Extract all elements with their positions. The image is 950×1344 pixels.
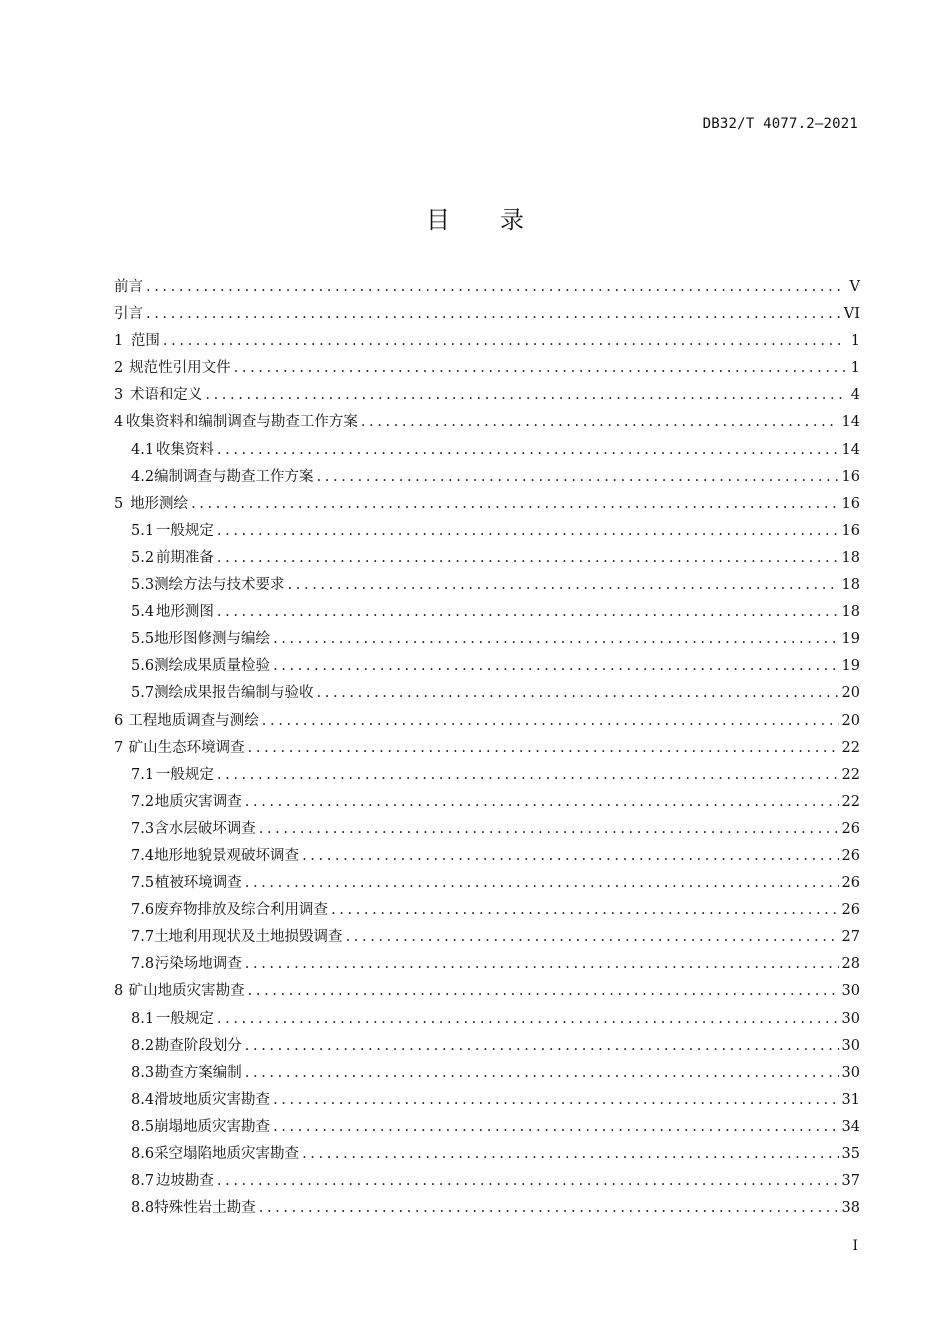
toc-entry[interactable] [114,708,860,735]
toc-entry[interactable] [114,1114,860,1141]
toc-entry-page: 1 [850,360,860,377]
toc-entry-page: 4 [850,387,860,404]
toc-entry-page: 1 [850,333,860,350]
dot-leader [245,1033,839,1060]
toc-entry[interactable] [114,464,860,491]
toc-entry-page: VI [843,306,860,323]
toc-entry-page: 14 [841,414,860,431]
toc-entry-page: 26 [841,875,860,892]
toc-entry-page: 30 [841,1010,860,1027]
dot-leader [217,545,839,572]
toc-entry-number: 5.2 [131,549,155,566]
toc-entry[interactable] [114,653,860,680]
dot-leader [346,924,839,951]
toc-entry-number: 4.2 [131,468,155,485]
toc-entry-page: 30 [841,1064,860,1081]
dot-leader [259,1195,839,1222]
toc-entry-page: 30 [841,983,860,1000]
toc-entry-label: 收集资料 [155,441,214,458]
toc-entry[interactable] [114,1195,860,1222]
toc-entry-number: 8.5 [131,1118,155,1135]
toc-entry-page: 38 [841,1200,860,1217]
dot-leader [317,680,839,707]
toc-entry[interactable] [114,1006,860,1033]
toc-entry-label: 规范性引用文件 [129,360,231,377]
toc-entry-number: 4 [114,414,124,431]
toc-entry-page: 20 [841,712,860,729]
toc-entry-page: 26 [841,902,860,919]
toc-entry[interactable] [114,382,860,409]
toc-entry-number: 5.1 [131,522,155,539]
dot-leader [146,301,841,328]
page-title: 目录 [426,206,574,234]
toc-entry-page: 16 [841,468,860,485]
toc-entry-label: 废弃物排放及综合利用调查 [154,902,329,919]
dot-leader [245,789,839,816]
table-of-contents [114,274,860,1222]
toc-entry-number: 5.3 [131,577,155,594]
toc-entry[interactable] [114,274,860,301]
toc-entry[interactable] [114,437,860,464]
toc-entry-label: 采空塌陷地质灾害勘查 [154,1146,300,1162]
toc-entry-label: 地质灾害调查 [154,793,242,810]
toc-entry-label: 引言 [114,306,143,323]
toc-entry[interactable] [114,1087,860,1114]
toc-entry-page: 22 [841,739,860,756]
toc-entry-label: 勘查阶段划分 [154,1037,242,1054]
toc-entry-page: 18 [841,604,860,621]
dot-leader [248,978,839,1005]
toc-entry-number: 1 [114,333,124,350]
dot-leader [245,870,839,897]
toc-entry-label: 勘查方案编制 [154,1064,242,1081]
toc-entry[interactable] [114,789,860,816]
toc-entry[interactable] [114,951,860,978]
toc-entry-page: 14 [841,441,860,458]
toc-entry-page: 19 [841,658,860,675]
toc-entry-label: 植被环境调查 [154,875,242,892]
toc-entry[interactable] [114,1033,860,1060]
toc-entry[interactable] [114,870,860,897]
toc-entry-number: 2 [114,360,124,377]
toc-entry-label: 一般规定 [155,766,214,783]
dot-leader [245,951,839,978]
toc-entry-label: 前言 [114,279,143,295]
toc-entry[interactable] [114,491,860,518]
dot-leader [273,653,838,680]
toc-entry-page: 19 [841,631,860,648]
toc-entry-number: 7.3 [131,820,155,837]
document-code: DB32/T 4077.2—2021 [702,116,858,132]
dot-leader [361,409,839,436]
toc-entry-label: 特殊性岩土勘查 [154,1200,256,1217]
dot-leader [217,1006,839,1033]
dot-leader [331,897,838,924]
dot-leader [248,735,839,762]
toc-entry-number: 5.5 [131,631,155,648]
dot-leader [288,572,839,599]
toc-entry-page: 30 [841,1037,860,1054]
dot-leader [273,1114,838,1141]
dot-leader [273,626,838,653]
toc-entry[interactable] [114,518,860,545]
toc-entry-label: 地形测绘 [130,495,189,512]
toc-entry-number: 3 [114,387,124,404]
dot-leader [217,1168,839,1195]
toc-entry-label: 含水层破坏调查 [154,820,256,837]
dot-leader [302,843,838,870]
toc-entry-label: 测绘方法与技术要求 [154,577,285,594]
toc-entry-page: 28 [841,956,860,973]
toc-entry-page: 22 [841,766,860,783]
dot-leader [259,816,839,843]
toc-entry[interactable] [114,924,860,951]
dot-leader [262,708,839,735]
toc-entry-number: 8.2 [131,1037,155,1054]
toc-entry-number: 8.1 [131,1010,155,1027]
toc-entry[interactable] [114,409,860,436]
toc-entry-label: 地形地貌景观破坏调查 [154,847,300,864]
dot-leader [273,1087,838,1114]
toc-entry-page: 31 [841,1091,860,1108]
dot-leader [205,382,845,409]
toc-entry-number: 7.8 [131,956,155,973]
toc-entry-label: 一般规定 [155,1010,214,1027]
toc-entry-page: 27 [841,929,860,946]
toc-entry-number: 8 [114,983,124,1000]
toc-entry-label: 滑坡地质灾害勘查 [154,1091,271,1108]
toc-entry-number: 7.1 [131,766,155,783]
toc-entry[interactable] [114,1168,860,1195]
dot-leader [245,1060,839,1087]
toc-entry-label: 范围 [130,333,160,350]
toc-entry[interactable] [114,545,860,572]
toc-entry[interactable] [114,1060,860,1087]
toc-entry-label: 崩塌地质灾害勘查 [154,1118,271,1135]
dot-leader [217,762,839,789]
toc-entry[interactable] [114,599,860,626]
toc-entry[interactable] [114,978,860,1005]
toc-entry-label: 前期准备 [155,549,214,566]
toc-entry-number: 8.3 [131,1064,155,1081]
toc-entry-label: 地形图修测与编绘 [154,631,271,648]
toc-entry-label: 编制调查与勘查工作方案 [154,468,314,485]
toc-entry-number: 7.2 [131,793,155,810]
toc-entry-page: 35 [841,1146,860,1162]
toc-entry-label: 土地利用现状及土地损毁调查 [154,929,343,946]
toc-entry-number: 6 [114,712,124,729]
toc-entry-number: 8.7 [131,1173,155,1190]
toc-entry-page: 26 [841,847,860,864]
toc-entry-number: 4.1 [131,441,155,458]
toc-entry-label: 矿山生态环境调查 [128,739,245,756]
dot-leader [302,1141,838,1168]
toc-entry-page: 37 [841,1173,860,1190]
toc-entry[interactable] [114,762,860,789]
toc-entry-number: 5.7 [131,685,155,702]
dot-leader [317,464,839,491]
toc-entry-number: 7.6 [131,902,155,919]
toc-entry[interactable] [114,735,860,762]
toc-entry[interactable] [114,816,860,843]
toc-entry[interactable] [114,328,860,355]
dot-leader [217,437,839,464]
toc-entry-label: 污染场地调查 [154,956,242,973]
toc-entry[interactable] [114,843,860,870]
toc-entry-label: 工程地质调查与测绘 [128,712,259,729]
toc-entry-page: 26 [841,820,860,837]
dot-leader [163,328,845,355]
toc-entry-label: 术语和定义 [129,387,203,404]
page-number: I [852,1238,858,1254]
toc-entry-number: 8.6 [131,1146,155,1162]
toc-entry-page: 34 [841,1118,860,1135]
toc-entry-page: 20 [841,685,860,702]
toc-entry-number: 5.4 [131,604,155,621]
toc-entry[interactable] [114,1141,860,1168]
dot-leader [217,518,839,545]
toc-entry-label: 一般规定 [155,522,214,539]
toc-entry-number: 7.7 [131,929,155,946]
toc-entry-number: 7 [114,739,124,756]
dot-leader [217,599,839,626]
toc-entry-number: 7.5 [131,875,155,892]
toc-entry-page: 16 [841,522,860,539]
toc-entry-page: V [849,279,860,295]
toc-entry[interactable] [114,626,860,653]
toc-entry-number: 8.8 [131,1200,155,1217]
toc-entry-label: 边坡勘查 [155,1173,214,1190]
toc-entry[interactable] [114,680,860,707]
toc-entry-label: 矿山地质灾害勘查 [128,983,245,1000]
dot-leader [146,274,845,301]
toc-entry-number: 5 [114,495,124,512]
toc-entry-label: 收集资料和编制调查与勘查工作方案 [125,414,358,431]
toc-entry-page: 18 [841,577,860,594]
toc-entry-number: 7.4 [131,847,155,864]
toc-entry-label: 测绘成果质量检验 [154,658,271,675]
toc-entry[interactable] [114,301,860,328]
toc-entry-page: 22 [841,793,860,810]
toc-entry[interactable] [114,572,860,599]
toc-entry-page: 16 [841,495,860,512]
toc-entry-number: 5.6 [131,658,155,675]
toc-entry[interactable] [114,897,860,924]
toc-entry-label: 测绘成果报告编制与验收 [154,685,314,702]
toc-entry-label: 地形测图 [155,604,214,621]
dot-leader [234,355,845,382]
toc-entry[interactable] [114,355,860,382]
toc-entry-number: 8.4 [131,1091,155,1108]
toc-entry-page: 18 [841,549,860,566]
dot-leader [191,491,838,518]
